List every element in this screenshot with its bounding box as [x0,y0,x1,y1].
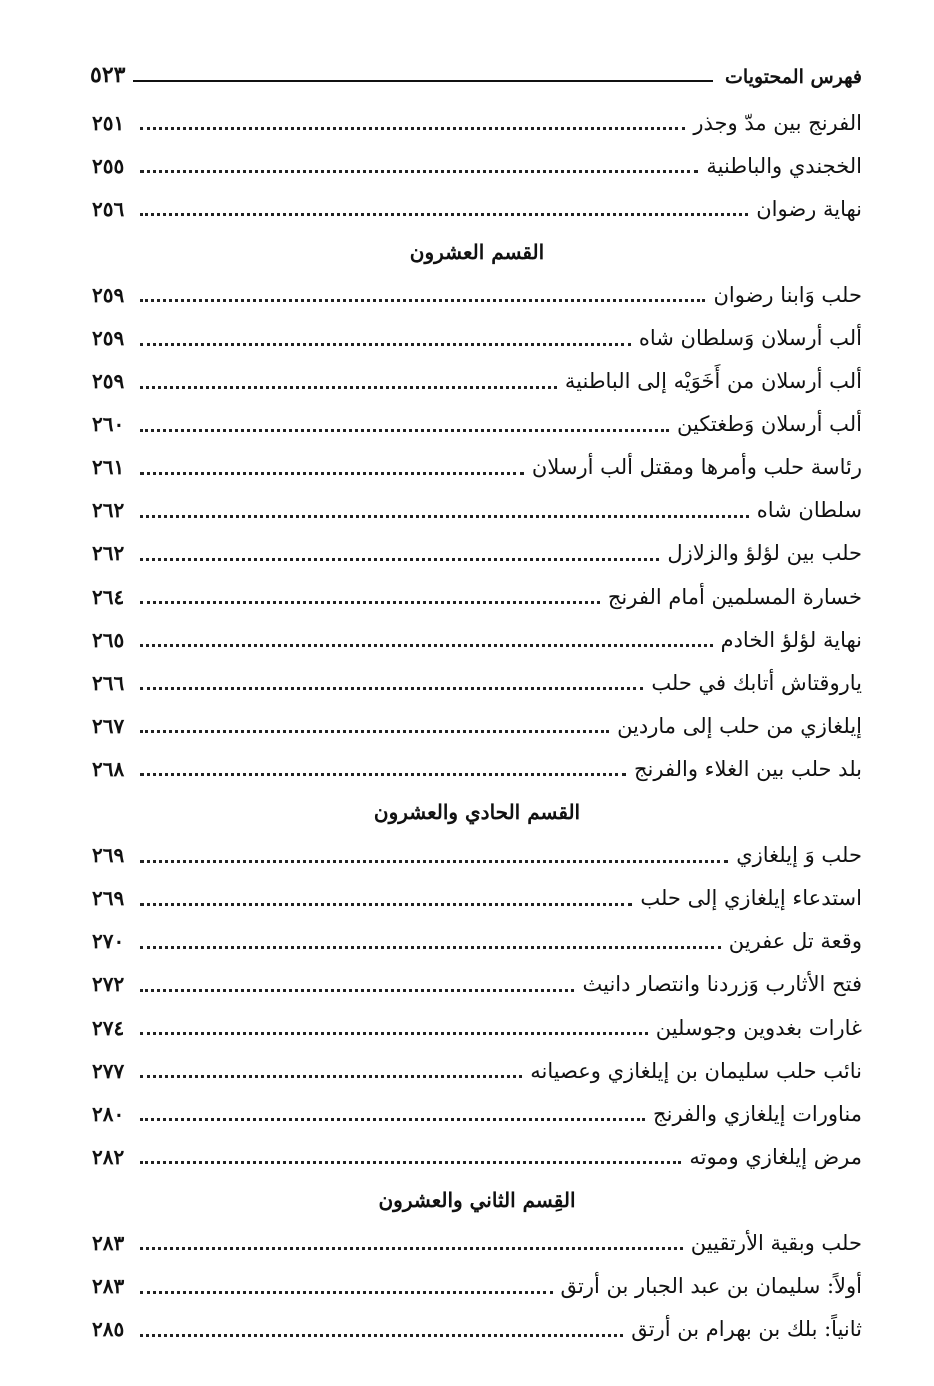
toc-entry-page: ٢٨٥ [92,1317,125,1342]
dot-leader [140,127,685,130]
toc-entry [92,1265,862,1308]
dot-leader [140,1161,681,1164]
dot-leader [140,1334,623,1337]
toc-entry-title: نهاية رضوان [756,196,862,221]
toc-entry [92,489,862,532]
toc-entry [92,1135,862,1178]
toc-entry [92,704,862,747]
toc-entry-title: ألب أرسلان وَطغتكين [677,412,862,437]
toc-entry-page: ٢٦٦ [92,670,125,695]
table-of-contents [92,101,862,1351]
toc-entry [92,187,862,230]
toc-entry-page: ٢٥٩ [92,369,125,394]
toc-entry-title: رئاسة حلب وأمرها ومقتل ألب أرسلان [531,455,862,480]
dot-leader [140,1118,645,1121]
header-title: فهرس المحتويات [725,66,862,88]
toc-entry-title: بلد حلب بين الغلاء والفرنج [634,756,862,781]
toc-entry-title: إيلغازي من حلب إلى ماردين [617,713,862,738]
toc-entry-title: أولاً: سليمان بن عبد الجبار بن أرتق [560,1274,862,1299]
section-heading: القسم العشرون [409,239,545,264]
toc-entry [92,834,862,877]
toc-entry [92,101,862,144]
toc-entry [92,316,862,359]
toc-entry-title: استدعاء إيلغازي إلى حلب [640,886,862,911]
toc-entry-page: ٢٨٣ [92,1230,125,1255]
toc-entry-title: مرض إيلغازي وموته [689,1144,862,1169]
toc-entry-title: غارات بغدوين وجوسلين [655,1015,862,1040]
toc-entry-title: نائب حلب سليمان بن إيلغازي وعصيانه [530,1058,862,1083]
toc-entry-title: حلب بين لؤلؤ والزلازل [667,541,862,566]
toc-entry [92,532,862,575]
dot-leader [140,343,631,346]
toc-entry-page: ٢٦٥ [92,627,125,652]
section-heading: القِسم الثاني والعشرون [378,1187,576,1212]
toc-entry [92,618,862,661]
toc-entry-page: ٢٧٢ [92,972,125,997]
dot-leader [140,687,643,690]
dot-leader [140,170,698,173]
toc-entry-page: ٢٧٧ [92,1058,125,1083]
running-header [90,52,862,88]
dot-leader [140,386,557,389]
toc-entry [92,575,862,618]
toc-entry [92,661,862,704]
dot-leader [140,946,721,949]
toc-entry-page: ٢٨٣ [92,1274,125,1299]
dot-leader [140,773,626,776]
toc-entry-title: مناورات إيلغازي والفرنج [653,1101,862,1126]
toc-entry-title: حلب وَ إيلغازي [736,843,862,868]
dot-leader [140,1291,553,1294]
toc-entry [92,963,862,1006]
toc-entry-page: ٢٧٠ [92,929,125,954]
toc-entry-title: ياروقتاش أتابك في حلب [651,670,862,695]
dot-leader [140,558,659,561]
toc-entry-title: الفرنج بين مدّ وجذر [693,110,862,135]
toc-entry [92,1308,862,1351]
toc-entry-page: ٢٦٠ [92,412,125,437]
toc-entry-title: حلب وبقية الأرتقيين [690,1230,862,1255]
dot-leader [140,1032,648,1035]
toc-entry [92,877,862,920]
toc-entry-title: حلب وَابنا رضوان [713,282,862,307]
toc-entry-title: ثانياً: بلك بن بهرام بن أرتق [631,1317,862,1342]
dot-leader [140,299,705,302]
toc-entry [92,920,862,963]
toc-entry-page: ٢٥٥ [92,153,125,178]
dot-leader [140,213,748,216]
toc-entry-page: ٢٦٧ [92,713,125,738]
toc-entry-title: ألب أرسلان من أَخَوَيْه إلى الباطنية [564,369,862,394]
dot-leader [140,601,600,604]
dot-leader [140,989,574,992]
dot-leader [140,730,609,733]
toc-entry [92,446,862,489]
dot-leader [140,903,632,906]
toc-entry-page: ٢٦٢ [92,498,125,523]
toc-entry-page: ٢٥١ [92,110,125,135]
toc-entry [92,747,862,790]
dot-leader [140,644,713,647]
toc-entry [92,273,862,316]
toc-entry-page: ٢٥٦ [92,196,125,221]
toc-entry [92,403,862,446]
header-page-number: ٥٢٣ [90,62,126,88]
dot-leader [140,860,728,863]
toc-entry-page: ٢٦٨ [92,756,125,781]
toc-entry [92,1221,862,1264]
toc-entry [92,1092,862,1135]
toc-entry-title: وقعة تل عفرين [728,929,862,954]
toc-entry-page: ٢٨٢ [92,1144,125,1169]
toc-entry-page: ٢٧٤ [92,1015,125,1040]
dot-leader [140,472,524,475]
toc-entry-title: ألب أرسلان وَسلطان شاه [638,326,862,351]
toc-entry [92,1006,862,1049]
toc-entry-title: خسارة المسلمين أمام الفرنج [607,584,862,609]
toc-entry-page: ٢٦٢ [92,541,125,566]
toc-entry [92,1049,862,1092]
header-rule [133,80,713,82]
toc-entry-title: الخجندي والباطنية [706,153,862,178]
toc-entry-page: ٢٦٤ [92,584,125,609]
toc-entry-page: ٢٦٩ [92,886,125,911]
toc-entry-page: ٢٦١ [92,455,125,480]
toc-entry [92,144,862,187]
dot-leader [140,1075,522,1078]
toc-entry-page: ٢٥٩ [92,326,125,351]
dot-leader [140,1247,683,1250]
dot-leader [140,429,669,432]
toc-entry-title: نهاية لؤلؤ الخادم [720,627,862,652]
toc-entry-page: ٢٦٩ [92,843,125,868]
toc-entry-page: ٢٥٩ [92,282,125,307]
dot-leader [140,515,749,518]
toc-entry-page: ٢٨٠ [92,1101,125,1126]
section-heading: القسم الحادي والعشرون [373,800,581,825]
toc-entry-title: سلطان شاه [756,498,862,523]
toc-entry-title: فتح الأثارب وَزردنا وانتصار دانيث [582,972,862,997]
toc-entry [92,360,862,403]
